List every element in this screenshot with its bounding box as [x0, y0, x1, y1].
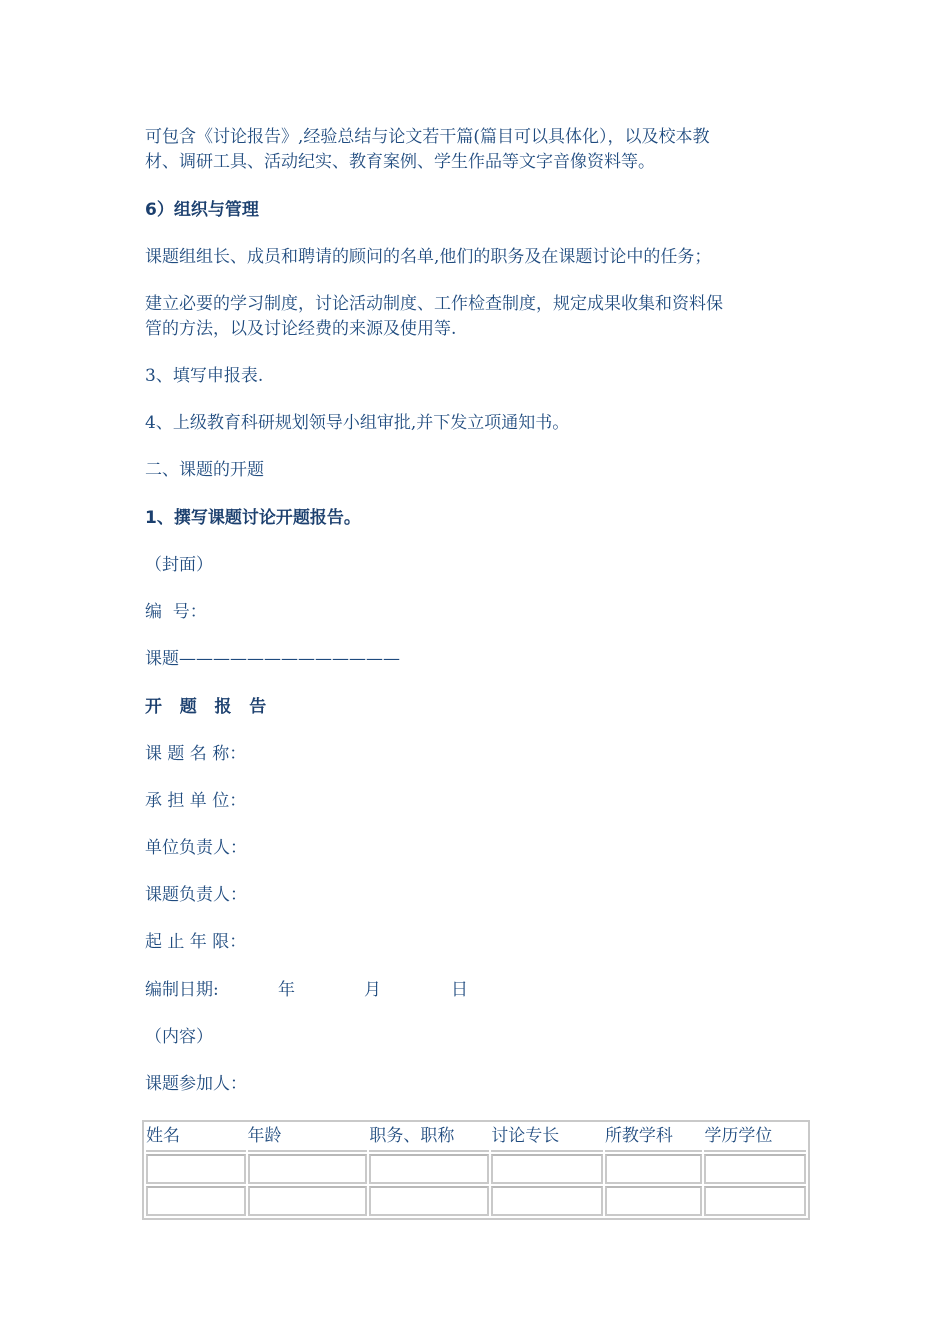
table-cell — [369, 1154, 489, 1184]
table-cell — [605, 1154, 703, 1184]
header-specialty: 讨论专长 — [491, 1124, 603, 1152]
date-month: 月 — [364, 980, 381, 1000]
sub-heading-1: 1、撰写课题讨论开题报告。 — [145, 508, 361, 528]
table-cell — [491, 1154, 603, 1184]
period-label: 起 止 年 限： — [145, 932, 247, 952]
system-line-2: 管的方法，以及讨论经费的来源及使用等. — [145, 319, 457, 339]
table-row — [146, 1154, 806, 1184]
table-cell — [704, 1154, 806, 1184]
header-subject: 所教学科 — [605, 1124, 703, 1152]
table-cell — [146, 1154, 246, 1184]
step-3: 3、填写申报表. — [145, 366, 264, 386]
topic-head-label: 课题负责人： — [145, 885, 247, 905]
table-row — [146, 1186, 806, 1216]
intro-line-2: 材、调研工具、活动纪实、教育案例、学生作品等文字音像资料等。 — [145, 152, 655, 172]
content-label: （内容） — [145, 1027, 213, 1047]
system-line-1: 建立必要的学习制度，讨论活动制度、工作检查制度，规定成果收集和资料保 — [145, 294, 723, 314]
table-header-row — [146, 1124, 806, 1152]
table-cell — [369, 1186, 489, 1216]
org-heading: 6）组织与管理 — [145, 200, 259, 220]
date-label: 编制日期: — [145, 980, 219, 1000]
topic-name-label: 课 题 名 称： — [145, 744, 247, 764]
header-title: 职务、职称 — [369, 1124, 489, 1152]
table-cell — [704, 1186, 806, 1216]
cover-label: （封面） — [145, 555, 213, 575]
table-cell — [146, 1186, 246, 1216]
section-2-heading: 二、课题的开题 — [145, 460, 264, 480]
header-age: 年龄 — [248, 1124, 368, 1152]
members-paragraph: 课题组组长、成员和聘请的顾问的名单,他们的职务及在课题讨论中的任务； — [145, 247, 712, 267]
table-cell — [248, 1186, 368, 1216]
step-4: 4、上级教育科研规划领导小组审批,并下发立项通知书。 — [145, 413, 570, 433]
participants-table — [142, 1120, 810, 1220]
date-year: 年 — [278, 980, 295, 1000]
topic-line: 课题————————————— — [145, 649, 400, 669]
unit-label: 承 担 单 位： — [145, 791, 247, 811]
participants-label: 课题参加人： — [145, 1074, 247, 1094]
table-cell — [491, 1186, 603, 1216]
number-label: 编 号： — [145, 602, 207, 622]
report-title: 开 题 报 告 — [145, 697, 267, 717]
header-name: 姓名 — [146, 1124, 246, 1152]
date-day: 日 — [451, 980, 468, 1000]
table-cell — [248, 1154, 368, 1184]
table-cell — [605, 1186, 703, 1216]
header-degree: 学历学位 — [704, 1124, 806, 1152]
unit-head-label: 单位负责人： — [145, 838, 247, 858]
intro-line-1: 可包含《讨论报告》,经验总结与论文若干篇(篇目可以具体化），以及校本教 — [145, 127, 710, 147]
